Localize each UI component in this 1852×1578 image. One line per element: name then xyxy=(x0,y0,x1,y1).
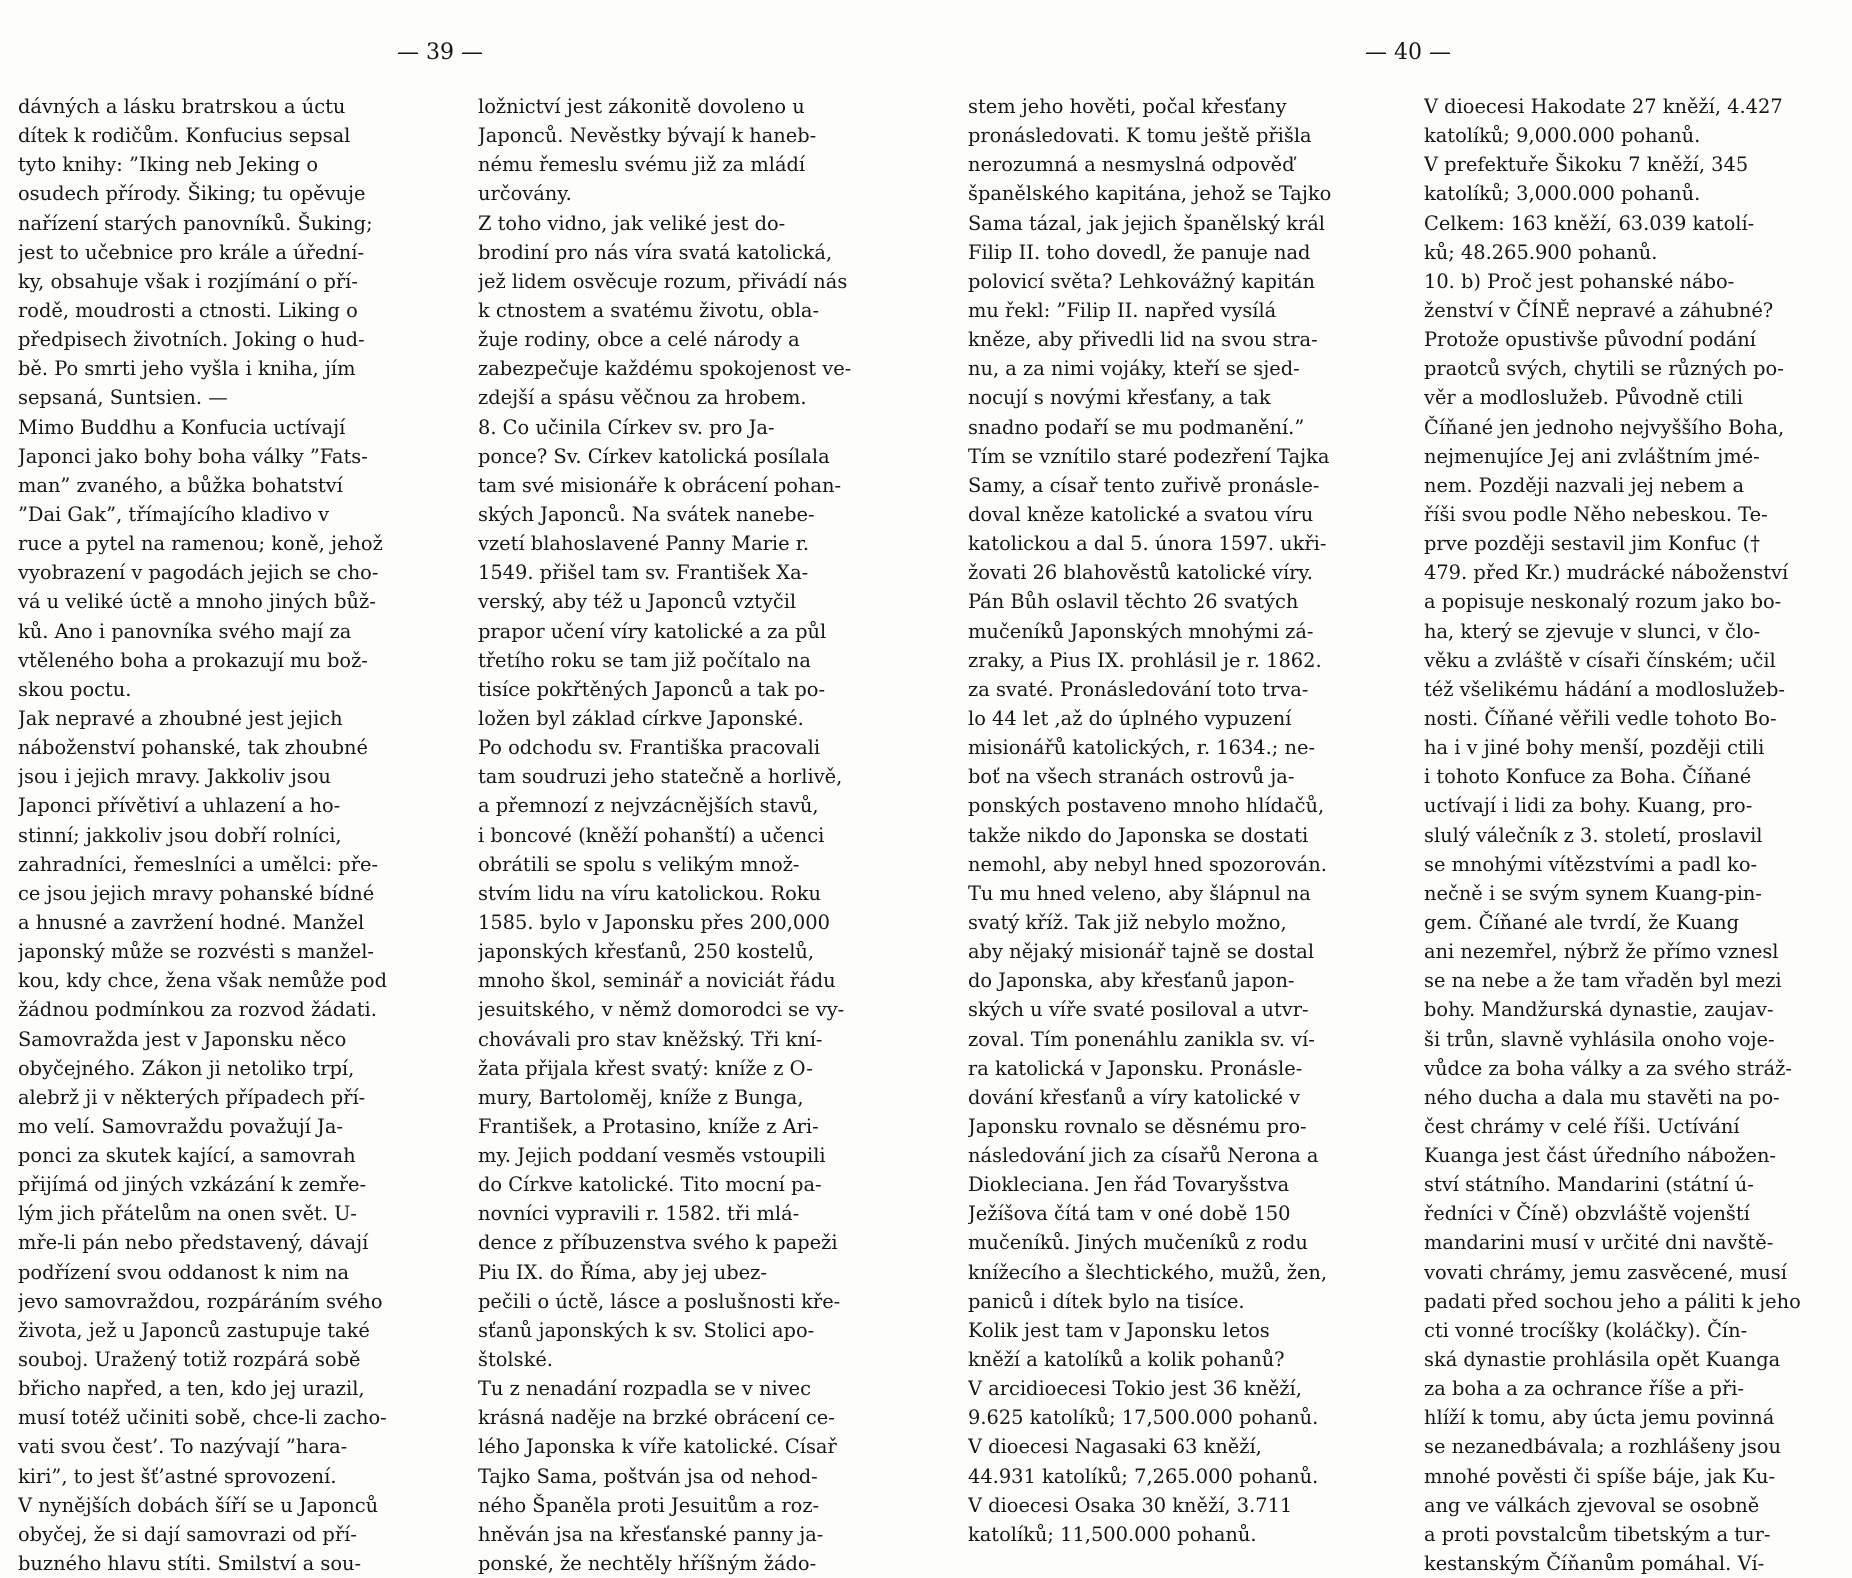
text-line: jež lidem osvěcuje rozum, přivádí nás xyxy=(478,269,848,293)
text-line: paniců i dítek bylo na tisíce. xyxy=(968,1289,1245,1313)
text-line: Jak nepravé a zhoubné jest jejich xyxy=(18,706,343,730)
text-line: ředníci v Číně) obzvláště vojenští xyxy=(1424,1202,1750,1226)
text-line: dávných a lásku bratrskou a úctu xyxy=(18,95,346,118)
text-line: Tu z nenadání rozpadla se v nivec xyxy=(478,1377,811,1401)
text-line: stem jeho hověti, počal křesťany xyxy=(968,95,1287,118)
text-line: V nynějších dobách šíří se u Japonců xyxy=(18,1493,379,1517)
text-line: Samovražda jest v Japonsku něco xyxy=(18,1027,347,1051)
text-line: doval kněze katolické a svatou víru xyxy=(968,502,1314,526)
text-line: Samy, a císař tento zuřivě pronásle- xyxy=(968,473,1320,497)
text-line: Japonců. Nevěstky bývají k haneb- xyxy=(478,124,817,148)
text-line: knížecího a šlechtického, mužů, žen, xyxy=(968,1260,1328,1284)
text-line: lým jich přátelům na onen svět. U- xyxy=(18,1202,357,1226)
text-line: skou poctu. xyxy=(18,677,132,701)
text-line: ská dynastie prohlásila opět Kuanga xyxy=(1424,1348,1781,1372)
text-line: hlíží k tomu, aby úcta jemu povinná xyxy=(1424,1406,1775,1430)
text-line: náboženství pohanské, tak zhoubné xyxy=(18,736,369,760)
text-line: mury, Bartoloměj, kníže z Bunga, xyxy=(478,1085,804,1109)
text-line: jesuitského, v němž domorodci se vy- xyxy=(478,998,845,1022)
text-line: gem. Číňané ale tvrdí, že Kuang xyxy=(1424,910,1740,934)
text-line: Ježíšova čítá tam v oné době 150 xyxy=(968,1202,1291,1226)
text-line: jsou i jejich mravy. Jakkoliv jsou xyxy=(18,765,331,789)
text-line: Protože opustivše původní podání xyxy=(1424,328,1756,352)
text-line: ženství v ČÍNĚ nepravé a záhubné? xyxy=(1424,298,1774,322)
text-line: boť na všech stranách ostrovů ja- xyxy=(968,765,1295,789)
text-line: ky, obsahuje však i rozjímání o pří- xyxy=(18,269,358,293)
text-line: ků. Ano i panovníka svého mají za xyxy=(18,619,352,643)
text-line: Tu mu hned veleno, aby šlápnul na xyxy=(968,881,1311,905)
text-line: žádnou podmínkou za rozvod žádati. xyxy=(18,998,377,1022)
text-line: Z toho vidno, jak veliké jest do- xyxy=(478,211,786,235)
text-line: ponci za skutek kající, a samovrah xyxy=(18,1144,356,1168)
text-line: nerozumná a nesmyslná odpověď xyxy=(968,153,1295,177)
text-line: nečně i se svým synem Kuang-pin- xyxy=(1424,881,1762,905)
text-line: mučeníků. Jiných mučeníků z rodu xyxy=(968,1231,1308,1255)
text-line: následování jich za císařů Nerona a xyxy=(968,1144,1319,1168)
text-line: ství státního. Mandarini (státní ú- xyxy=(1424,1173,1754,1197)
text-line: ra katolická v Japonsku. Pronásle- xyxy=(968,1056,1303,1080)
text-line: tisíce pokřtěných Japonců a tak po- xyxy=(478,677,826,701)
text-line: Diokleciana. Jen řád Tovaryšstva xyxy=(968,1173,1290,1197)
text-line: ani nezemřel, nýbrž že přímo vznesl xyxy=(1424,940,1779,964)
text-line: souboj. Uražený totiž rozpárá sobě xyxy=(18,1348,361,1372)
text-line: ného ducha a dala mu stavěti na po- xyxy=(1424,1085,1780,1109)
text-line: katolíků; 11,500.000 pohanů. xyxy=(968,1522,1257,1546)
text-line: čest chrámy v celé říši. Uctívání xyxy=(1424,1114,1740,1138)
text-line: nejmenujíce Jej ani zvláštním jmé- xyxy=(1424,444,1760,468)
text-line: dence z příbuzenstva svého k papeži xyxy=(478,1231,838,1255)
text-line: japonských křesťanů, 250 kostelů, xyxy=(478,940,815,964)
column-page40-left xyxy=(968,92,1394,1549)
text-line: V dioecesi Hakodate 27 kněží, 4.427 xyxy=(1424,95,1783,118)
text-line: života, jež u Japonců zastupuje také xyxy=(18,1318,370,1342)
text-line: nařízení starých panovníků. Šuking; xyxy=(18,211,373,235)
text-line: věku a zvláště v císaři čínském; učil xyxy=(1424,648,1776,672)
text-line: verský, aby též u Japonců vztyčil xyxy=(478,590,797,614)
page-number-right: — 40 — xyxy=(1365,40,1451,65)
text-line: věr a modloslužeb. Původně ctili xyxy=(1424,386,1743,410)
text-line: ného Španěla proti Jesuitům a roz- xyxy=(478,1493,820,1517)
text-line: za boha a za ochrance říše a při- xyxy=(1424,1377,1744,1401)
text-line: polovicí světa? Lehkovážný kapitán xyxy=(968,269,1316,293)
text-line: podřízení svou oddanost k nim na xyxy=(18,1260,350,1284)
text-line: určovány. xyxy=(478,182,572,206)
text-line: mnohé pověsti či spíše báje, jak Ku- xyxy=(1424,1464,1776,1488)
text-line: ce jsou jejich mravy pohanské bídné xyxy=(18,881,375,905)
text-line: dítek k rodičům. Konfucius sepsal xyxy=(18,124,351,148)
text-line: Mimo Buddhu a Konfucia uctívají xyxy=(18,415,346,439)
text-line: ši trůn, slavně vyhlásila onoho voje- xyxy=(1424,1027,1775,1051)
text-line: Tím se vznítilo staré podezření Tajka xyxy=(968,444,1330,468)
text-line: španělského kapitána, jehož se Tajko xyxy=(968,182,1332,206)
text-line: 479. před Kr.) mudrácké náboženství xyxy=(1424,561,1789,585)
text-line: ků; 48.265.900 pohanů. xyxy=(1424,240,1658,264)
text-line: V dioecesi Osaka 30 kněží, 3.711 xyxy=(968,1493,1293,1517)
text-line: prve později sestavil jim Konfuc († xyxy=(1424,532,1760,556)
text-line: Piu IX. do Říma, aby jej ubez- xyxy=(478,1260,767,1284)
text-line: tam své misionáře k obrácení pohan- xyxy=(478,473,842,497)
text-line: František, a Protasino, kníže z Ari- xyxy=(478,1114,819,1138)
text-line: vůdce za boha války a za svého stráž- xyxy=(1424,1056,1792,1080)
text-line: ponských postaveno mnoho hlídačů, xyxy=(968,794,1325,818)
text-line: rodě, moudrosti a ctnosti. Liking o xyxy=(18,298,358,322)
text-line: mnoho škol, seminář a noviciát řádu xyxy=(478,969,836,993)
text-line: nosti. Číňané věřili vedle tohoto Bo- xyxy=(1424,706,1777,730)
text-line: též všelikému hádání a modloslužeb- xyxy=(1424,677,1785,701)
text-line: cti vonné trocíšky (koláčky). Čín- xyxy=(1424,1318,1748,1342)
text-line: pronásledovati. K tomu ještě přišla xyxy=(968,124,1312,148)
text-line: krásná naděje na brzké obrácení ce- xyxy=(478,1406,835,1430)
text-line: Filip II. toho dovedl, že panuje nad xyxy=(968,240,1311,264)
text-line: katolíků; 3,000.000 pohanů. xyxy=(1424,182,1701,206)
text-line: uctívají i lidi za bohy. Kuang, pro- xyxy=(1424,794,1753,818)
text-line: novníci vypravili r. 1582. tři mlá- xyxy=(478,1202,800,1226)
text-line: se na nebe a že tam vřaděn byl mezi xyxy=(1424,969,1782,993)
text-line: vati svou čest’. To nazývají ”hara- xyxy=(18,1435,348,1459)
text-line: zoval. Tím ponenáhlu zanikla sv. ví- xyxy=(968,1027,1315,1051)
text-line: a hnusné a zavržení hodné. Manžel xyxy=(18,910,365,934)
text-line: Po odchodu sv. Františka pracovali xyxy=(478,736,821,760)
text-line: V dioecesi Nagasaki 63 kněží, xyxy=(968,1435,1262,1459)
text-line: říši svou podle Něho nebeskou. Te- xyxy=(1424,502,1768,526)
text-line: i boncové (kněží pohanští) a učenci xyxy=(478,823,825,847)
text-line: a přemnozí z nejvzácnějších stavů, xyxy=(478,794,819,818)
text-line: do Japonska, aby křesťanů japon- xyxy=(968,969,1295,993)
text-line: 10. b) Proč jest pohanské nábo- xyxy=(1424,269,1735,293)
text-line: padati před sochou jeho a páliti k jeho xyxy=(1424,1289,1801,1313)
text-line: a popisuje neskonalý rozum jako bo- xyxy=(1424,590,1782,614)
text-line: vtěleného boha a prokazují mu bož- xyxy=(18,648,368,672)
text-line: Pán Bůh oslavil těchto 26 svatých xyxy=(968,590,1299,614)
text-line: ložnictví jest zákonitě dovoleno u xyxy=(478,95,805,118)
text-line: nu, a za nimi vojáky, kteří se sjed- xyxy=(968,357,1300,381)
text-line: 9.625 katolíků; 17,500.000 pohanů. xyxy=(968,1406,1319,1430)
column-page40-right xyxy=(1424,92,1850,1578)
text-line: musí totéž učiniti sobě, chce-li zacho- xyxy=(18,1406,387,1430)
text-line: vyobrazení v pagodách jejich se cho- xyxy=(18,561,379,585)
text-line: ložen byl základ církve Japonské. xyxy=(478,706,804,730)
text-line: Japonci přívětiví a uhlazení a ho- xyxy=(18,794,341,818)
text-line: bě. Po smrti jeho vyšla i kniha, jím xyxy=(18,357,356,381)
text-line: mu řekl: ”Filip II. napřed vysílá xyxy=(968,298,1277,322)
text-line: bohy. Mandžurská dynastie, zaujav- xyxy=(1424,998,1774,1022)
text-line: nem. Později nazvali jej nebem a xyxy=(1424,473,1745,497)
text-line: Sama tázal, jak jejich španělský král xyxy=(968,211,1326,235)
text-line: mučeníků Japonských mnohými zá- xyxy=(968,619,1314,643)
text-line: žovati 26 blahověstů katolické víry. xyxy=(968,561,1313,585)
text-line: Číňané jen jednoho nejvyššího Boha, xyxy=(1424,415,1785,439)
text-line: kou, kdy chce, žena však nemůže pod xyxy=(18,969,388,993)
text-line: kněze, aby přivedli lid na svou stra- xyxy=(968,328,1318,352)
text-line: lého Japonska k víře katolické. Císař xyxy=(478,1435,837,1459)
text-line: kněží a katolíků a kolik pohanů? xyxy=(968,1348,1285,1372)
text-line: osudech přírody. Šiking; tu opěvuje xyxy=(18,182,366,206)
text-line: Japonci jako bohy boha války ”Fats- xyxy=(18,444,368,468)
text-line: žata přijala křest svatý: kníže z O- xyxy=(478,1056,813,1080)
text-line: do Církve katolické. Tito mocní pa- xyxy=(478,1173,822,1197)
text-line: dování křesťanů a víry katolické v xyxy=(968,1085,1301,1109)
text-line: snadno podaří se mu podmanění.” xyxy=(968,415,1305,439)
text-line: vzetí blahoslavené Panny Marie r. xyxy=(478,532,810,556)
text-line: pečili o úctě, lásce a poslušnosti kře- xyxy=(478,1289,841,1313)
text-line: se nezanedbávala; a rozhlášeny jsou xyxy=(1424,1435,1781,1459)
text-line: kiri”, to jest šť’astné sprovození. xyxy=(18,1464,337,1488)
text-line: Tajko Sama, poštván jsa od nehod- xyxy=(478,1464,818,1488)
text-line: lo 44 let ,až do úplného vypuzení xyxy=(968,706,1292,730)
text-line: katolickou a dal 5. února 1597. ukři- xyxy=(968,532,1327,556)
text-line: se mnohými vítězstvími a padl ko- xyxy=(1424,852,1758,876)
text-line: ponce? Sv. Církev katolická posílala xyxy=(478,444,830,468)
text-line: buzného hlavu stíti. Smilství a sou- xyxy=(18,1552,362,1576)
text-line: kestanským Číňanům pomáhal. Ví- xyxy=(1424,1552,1765,1576)
text-line: za svaté. Pronásledování toto trva- xyxy=(968,677,1309,701)
text-line: obyčejného. Zákon ji netoliko trpí, xyxy=(18,1056,355,1080)
text-line: alebrž ji v některých případech pří- xyxy=(18,1085,366,1109)
text-line: 8. Co učinila Církev sv. pro Ja- xyxy=(478,415,775,439)
text-line: man” zvaného, a bůžka bohatství xyxy=(18,473,343,497)
text-line: katolíků; 9,000.000 pohanů. xyxy=(1424,124,1701,148)
text-line: mo velí. Samovraždu považují Ja- xyxy=(18,1114,343,1138)
text-line: Celkem: 163 kněží, 63.039 katolí- xyxy=(1424,211,1755,235)
text-line: Kolik jest tam v Japonsku letos xyxy=(968,1318,1270,1342)
text-line: ang ve válkách zjevoval se osobně xyxy=(1424,1493,1760,1517)
text-line: nocují s novými křesťany, a tak xyxy=(968,386,1271,410)
text-line: vá u veliké úctě a mnoho jiných bůž- xyxy=(18,590,376,614)
text-line: i tohoto Konfuce za Boha. Číňané xyxy=(1424,765,1752,789)
text-line: svatý kříž. Tak již nebylo možno, xyxy=(968,910,1287,934)
text-line: zahradníci, řemeslníci a umělci: pře- xyxy=(18,852,379,876)
text-line: ských u víře svaté posiloval a utvr- xyxy=(968,998,1309,1022)
column-page39-left xyxy=(18,92,444,1578)
text-line: misionářů katolických, r. 1634.; ne- xyxy=(968,736,1315,760)
text-line: jest to učebnice pro krále a úřední- xyxy=(18,240,365,264)
text-line: ha i v jiné bohy menší, později ctili xyxy=(1424,736,1765,760)
text-line: nemohl, aby nebyl hned spozorován. xyxy=(968,852,1327,876)
text-line: praotců svých, chytili se různých po- xyxy=(1424,357,1784,381)
text-line: Japonsku rovnalo se děsnému pro- xyxy=(968,1114,1307,1138)
text-line: ha, který se zjevuje v slunci, v člo- xyxy=(1424,619,1761,643)
text-line: mře-li pán nebo představený, dávají xyxy=(18,1231,369,1255)
text-line: sťanů japonských k sv. Stolici apo- xyxy=(478,1318,815,1342)
text-line: třetího roku se tam již počítalo na xyxy=(478,648,811,672)
text-line: jevo samovraždou, rozpáráním svého xyxy=(18,1289,383,1313)
text-line: mandarini musí v určité dni navště- xyxy=(1424,1231,1774,1255)
text-line: V arcidioecesi Tokio jest 36 kněží, xyxy=(968,1377,1302,1401)
text-line: a proti povstalcům tibetským a tur- xyxy=(1424,1522,1771,1546)
text-line: Kuanga jest část úředního nábožen- xyxy=(1424,1144,1776,1168)
text-line: stvím lidu na víru katolickou. Roku xyxy=(478,881,822,905)
text-line: takže nikdo do Japonska se dostati xyxy=(968,823,1309,847)
text-line: ských Japonců. Na svátek nanebe- xyxy=(478,502,815,526)
text-line: chovávali pro stav kněžský. Tři kní- xyxy=(478,1027,823,1051)
text-line: obyčej, že si dají samovrazi od pří- xyxy=(18,1522,357,1546)
text-line: štolské. xyxy=(478,1348,553,1372)
text-line: k ctnostem a svatému životu, obla- xyxy=(478,298,820,322)
text-line: břicho napřed, a ten, kdo jej urazil, xyxy=(18,1377,365,1401)
text-line: přijímá od jiných vzkázání k zemře- xyxy=(18,1173,367,1197)
text-line: obrátili se spolu s velikým množ- xyxy=(478,852,800,876)
text-line: brodiní pro nás víra svatá katolická, xyxy=(478,240,833,264)
text-line: V prefektuře Šikoku 7 kněží, 345 xyxy=(1424,153,1749,177)
text-line: ”Dai Gak”, třímajícího kladivo v xyxy=(18,502,330,526)
text-line: my. Jejich poddaní vesměs vstoupili xyxy=(478,1144,826,1168)
text-line: aby nějaký misionář tajně se dostal xyxy=(968,940,1315,964)
text-line: ruce a pytel na ramenou; koně, jehož xyxy=(18,532,383,556)
text-line: nému řemeslu svému již za mládí xyxy=(478,153,806,177)
text-line: 1549. přišel tam sv. František Xa- xyxy=(478,561,809,585)
text-line: prapor učení víry katolické a za půl xyxy=(478,619,827,643)
page-number-left: — 39 — xyxy=(397,40,483,65)
text-line: ponské, že nechtěly hříšným žádo- xyxy=(478,1552,817,1576)
column-page39-right xyxy=(478,92,904,1578)
text-line: zdejší a spásu věčnou za hrobem. xyxy=(478,386,807,410)
text-line: vovati chrámy, jemu zasvěcené, musí xyxy=(1424,1260,1787,1284)
text-line: zraky, a Pius IX. prohlásil je r. 1862. xyxy=(968,648,1322,672)
text-line: hněván jsa na křesťanské panny ja- xyxy=(478,1522,824,1546)
text-line: žuje rodiny, obce a celé národy a xyxy=(478,328,800,352)
text-line: tam soudruzi jeho statečně a horlivě, xyxy=(478,765,843,789)
text-line: stinní; jakkoliv jsou dobří rolníci, xyxy=(18,823,342,847)
text-line: slulý válečník z 3. století, proslavil xyxy=(1424,823,1763,847)
text-line: předpisech životních. Joking o hud- xyxy=(18,328,365,352)
text-line: 1585. bylo v Japonsku přes 200,000 xyxy=(478,910,830,934)
text-line: tyto knihy: ”Iking neb Jeking o xyxy=(18,153,319,177)
text-line: sepsaná, Suntsien. — xyxy=(18,386,228,410)
text-line: zabezpečuje každému spokojenost ve- xyxy=(478,357,852,381)
text-line: japonský může se rozvésti s manžel- xyxy=(18,940,374,964)
text-line: 44.931 katolíků; 7,265.000 pohanů. xyxy=(968,1464,1319,1488)
